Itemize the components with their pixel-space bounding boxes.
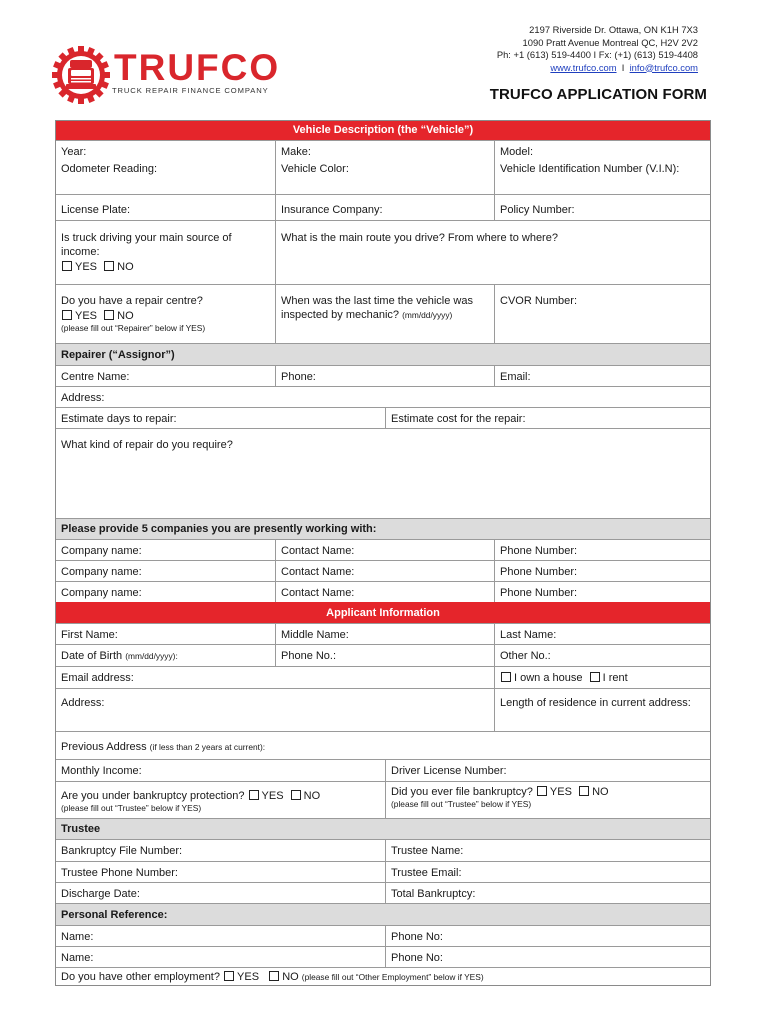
applicant-row-4 <box>56 689 710 732</box>
applicant-row-1 <box>56 624 710 645</box>
company-row <box>56 582 710 602</box>
contact-name-field[interactable]: Contact Name: <box>275 582 494 602</box>
residence-length-field[interactable]: Length of residence in current address: <box>494 689 710 731</box>
repairer-section-title: Repairer (“Assignor”) <box>61 349 175 361</box>
total-bankruptcy-field[interactable]: Total Bankruptcy: <box>385 883 710 903</box>
applicant-row-5 <box>56 732 710 760</box>
previous-address-field[interactable]: Previous Address (if less than 2 years at current): <box>61 741 266 753</box>
checkbox-icon[interactable] <box>224 971 234 981</box>
middle-name-field[interactable]: Middle Name: <box>275 624 494 644</box>
discharge-date-field[interactable]: Discharge Date: <box>61 888 140 900</box>
vehicle-row-5 <box>56 285 710 344</box>
year-field[interactable]: Year: <box>61 146 87 158</box>
estimate-cost-field[interactable]: Estimate cost for the repair: <box>385 408 710 428</box>
checkbox-icon[interactable] <box>104 310 114 320</box>
application-form-grid <box>55 120 711 986</box>
vin-field[interactable]: Vehicle Identification Number (V.I.N): <box>494 161 710 194</box>
company-row <box>56 561 710 582</box>
cvor-field[interactable]: CVOR Number: <box>494 285 710 343</box>
checkbox-icon[interactable] <box>62 310 72 320</box>
last-inspection-field[interactable]: When was the last time the vehicle was inspected by mechanic? (mm/dd/yyyy) <box>275 285 494 343</box>
company-name-field[interactable]: Company name: <box>61 545 142 557</box>
checkbox-icon[interactable] <box>104 261 114 271</box>
employment-row <box>56 968 710 985</box>
checkbox-icon[interactable] <box>62 261 72 271</box>
date-of-birth-field[interactable]: Date of Birth (mm/dd/yyyy): <box>61 650 178 662</box>
vehicle-section-title: Vehicle Description (the “Vehicle”) <box>292 124 474 136</box>
reference-section-header <box>56 904 710 926</box>
checkbox-icon[interactable] <box>269 971 279 981</box>
odometer-field[interactable]: Odometer Reading: <box>61 163 157 175</box>
reference-name-field[interactable]: Name: <box>61 952 94 964</box>
repairer-section-header <box>56 344 710 366</box>
insurance-company-field[interactable]: Insurance Company: <box>275 195 494 220</box>
driver-license-field[interactable]: Driver License Number: <box>385 760 710 781</box>
form-title: TRUFCO APPLICATION FORM <box>489 86 707 103</box>
vehicle-color-field[interactable]: Vehicle Color: <box>275 161 494 194</box>
link-separator: I <box>621 61 625 73</box>
repairer-row-4 <box>56 429 710 519</box>
applicant-row-3 <box>56 667 710 689</box>
trustee-row-3 <box>56 883 710 904</box>
vehicle-row-3 <box>56 195 710 221</box>
trustee-row-2 <box>56 862 710 883</box>
website-link[interactable]: www.trufco.com <box>550 61 617 73</box>
email-link[interactable]: info@trufco.com <box>629 61 698 73</box>
repair-centre-question: Do you have a repair centre? YES NO (please fill out “Repairer” below if YES) <box>61 295 206 333</box>
vehicle-row-2 <box>56 161 710 195</box>
filed-bankruptcy-question: Did you ever file bankruptcy? YES NO (please fill out “Trustee” below if YES) <box>385 782 710 818</box>
checkbox-icon[interactable] <box>249 790 259 800</box>
policy-number-field[interactable]: Policy Number: <box>494 195 710 220</box>
housing-options: I own a house I rent <box>494 667 710 688</box>
repairer-email-field[interactable]: Email: <box>494 366 710 386</box>
monthly-income-field[interactable]: Monthly Income: <box>61 765 142 777</box>
company-contact-info <box>497 24 698 74</box>
checkbox-icon[interactable] <box>501 672 511 682</box>
repairer-address-field[interactable]: Address: <box>61 392 105 404</box>
trufco-logo <box>48 44 281 104</box>
centre-name-field[interactable]: Centre Name: <box>61 371 130 383</box>
companies-section-header <box>56 519 710 540</box>
repairer-row-2 <box>56 387 710 408</box>
trustee-phone-field[interactable]: Trustee Phone Number: <box>61 867 178 879</box>
applicant-phone-field[interactable]: Phone No.: <box>275 645 494 666</box>
vehicle-row-4 <box>56 221 710 285</box>
checkbox-icon[interactable] <box>590 672 600 682</box>
other-employment-question: Do you have other employment? YES NO (please fill out “Other Employment” below if YES) <box>61 971 484 983</box>
reference-phone-field[interactable]: Phone No: <box>385 947 710 967</box>
contact-name-field[interactable]: Contact Name: <box>275 540 494 560</box>
company-row <box>56 540 710 561</box>
address-line-1: 2197 Riverside Dr. Ottawa, ON K1H 7X3 <box>529 24 698 35</box>
estimate-days-field[interactable]: Estimate days to repair: <box>61 413 177 425</box>
logo-wordmark: TRUFCO <box>114 47 281 88</box>
repairer-phone-field[interactable]: Phone: <box>275 366 494 386</box>
web-email-line <box>497 62 698 75</box>
bankruptcy-protection-question: Are you under bankruptcy protection? YES NO (please fill out “Trustee” below if YES) <box>61 790 321 813</box>
applicant-row-2 <box>56 645 710 667</box>
reference-row <box>56 926 710 947</box>
make-field[interactable]: Make: <box>275 141 494 161</box>
address-line-2: 1090 Pratt Avenue Montreal QC, H2V 2V2 <box>522 36 698 48</box>
applicant-address-field[interactable]: Address: <box>61 697 105 709</box>
main-income-question: Is truck driving your main source of income: YES NO <box>61 232 232 273</box>
first-name-field[interactable]: First Name: <box>61 629 118 641</box>
reference-row <box>56 947 710 968</box>
applicant-section-title: Applicant Information <box>326 607 440 619</box>
repairer-row-3 <box>56 408 710 429</box>
logo-tagline: TRUCK REPAIR FINANCE COMPANY <box>112 86 269 95</box>
reference-phone-field[interactable]: Phone No: <box>385 926 710 946</box>
email-address-field[interactable]: Email address: <box>61 672 134 684</box>
applicant-row-6 <box>56 760 710 782</box>
repairer-row-1 <box>56 366 710 387</box>
other-number-field[interactable]: Other No.: <box>494 645 710 666</box>
last-name-field[interactable]: Last Name: <box>494 624 710 644</box>
reference-section-title: Personal Reference: <box>61 909 168 921</box>
contact-name-field[interactable]: Contact Name: <box>275 561 494 581</box>
vehicle-section-header <box>56 121 710 141</box>
reference-name-field[interactable]: Name: <box>61 931 94 943</box>
company-phone-field[interactable]: Phone Number: <box>494 561 710 581</box>
checkbox-icon[interactable] <box>537 786 547 796</box>
company-name-field[interactable]: Company name: <box>61 587 142 599</box>
repair-kind-field[interactable]: What kind of repair do you require? <box>61 439 233 451</box>
model-field[interactable]: Model: <box>494 141 710 161</box>
phone-fax-line: Ph: +1 (613) 519-4400 I Fx: (+1) (613) 519-4408 <box>496 49 698 60</box>
trustee-email-field[interactable]: Trustee Email: <box>385 862 710 882</box>
company-phone-field[interactable]: Phone Number: <box>494 540 710 560</box>
checkbox-icon[interactable] <box>291 790 301 800</box>
applicant-section-header <box>56 602 710 624</box>
trustee-section-title: Trustee <box>61 823 101 835</box>
companies-section-title: Please provide 5 companies you are presently working with: <box>61 523 377 535</box>
trustee-section-header <box>56 819 710 840</box>
license-plate-field[interactable]: License Plate: <box>61 204 131 216</box>
company-name-field[interactable]: Company name: <box>61 566 142 578</box>
main-route-field[interactable]: What is the main route you drive? From where to where? <box>275 221 710 284</box>
truck-gear-logo-icon <box>52 46 110 104</box>
trustee-row-1 <box>56 840 710 862</box>
bankruptcy-file-number-field[interactable]: Bankruptcy File Number: <box>61 845 183 857</box>
vehicle-row-1 <box>56 141 710 161</box>
applicant-row-7 <box>56 782 710 819</box>
company-phone-field[interactable]: Phone Number: <box>494 582 710 602</box>
checkbox-icon[interactable] <box>579 786 589 796</box>
trustee-name-field[interactable]: Trustee Name: <box>385 840 710 861</box>
